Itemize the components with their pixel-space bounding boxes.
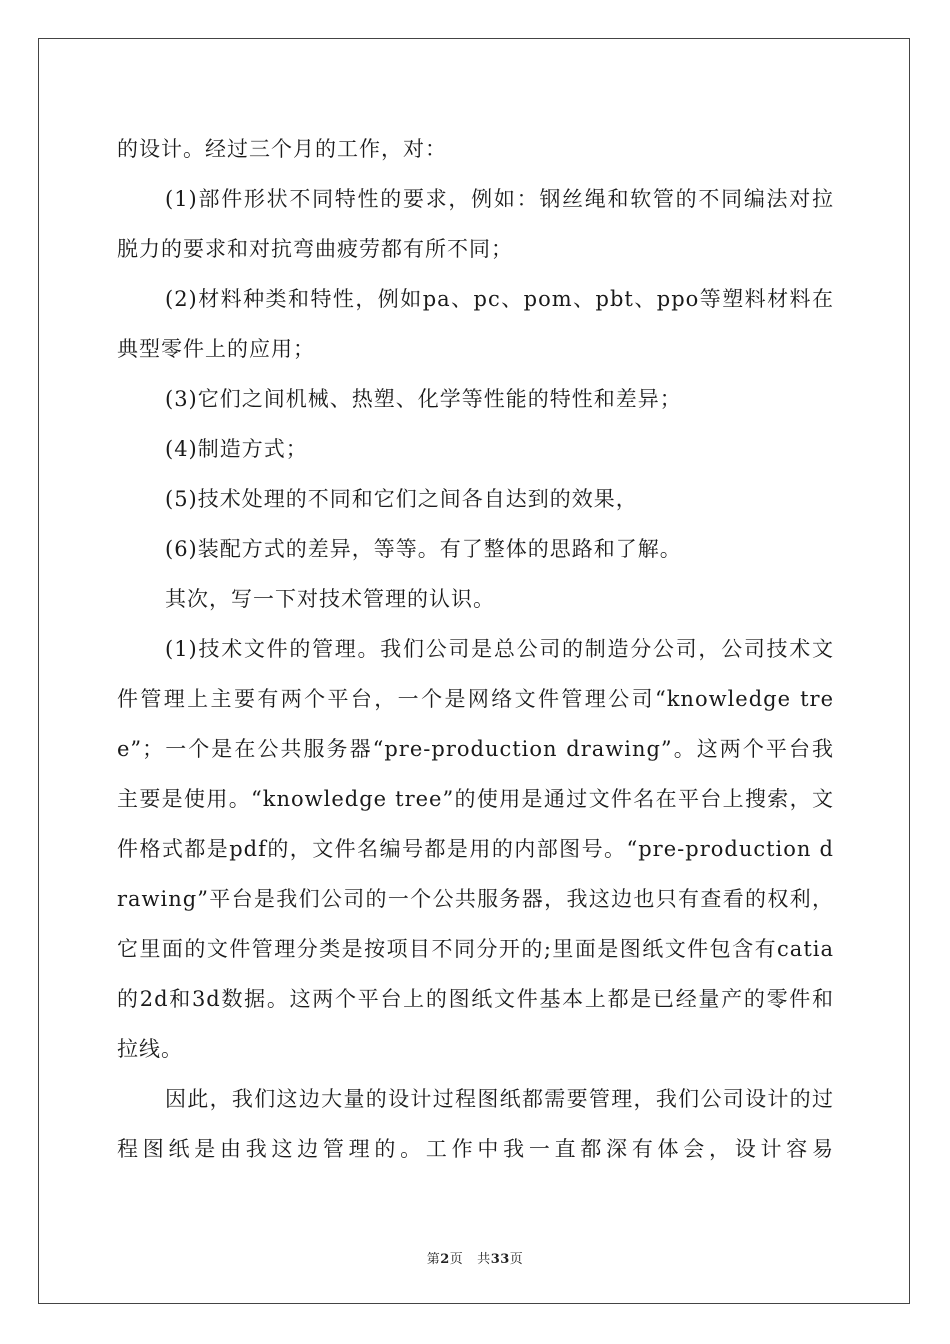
- paragraph: (6)装配方式的差异，等等。有了整体的思路和了解。: [165, 537, 682, 561]
- paragraph: 其次，写一下对技术管理的认识。: [165, 587, 495, 611]
- total-pages: 33: [490, 1252, 510, 1267]
- page-footer: [0, 1248, 950, 1267]
- paragraph: (3)它们之间机械、热塑、化学等性能的特性和差异；: [165, 387, 682, 411]
- paragraph: (2)材料种类和特性，例如pa、pc、pom、pbt、ppo等塑料材料在典型零件上的应用；: [117, 287, 834, 361]
- total-label-prefix: 共: [477, 1252, 491, 1267]
- page-label-suffix: 页: [449, 1252, 464, 1267]
- page-label-prefix: 第: [426, 1252, 441, 1267]
- paragraph: 因此，我们这边大量的设计过程图纸都需要管理，我们公司设计的过程图纸是由我这边管理的。工作中我一直都深有体会，设计容易: [117, 1087, 834, 1161]
- total-label-suffix: 页: [509, 1252, 524, 1267]
- page-number: 2: [440, 1252, 450, 1267]
- paragraph: (4)制造方式；: [165, 437, 308, 461]
- paragraph: (5)技术处理的不同和它们之间各自达到的效果，: [165, 487, 638, 511]
- paragraph: (1)部件形状不同特性的要求，例如：钢丝绳和软管的不同编法对拉脱力的要求和对抗弯曲疲劳都有所不同；: [117, 187, 834, 261]
- paragraph: 的设计。经过三个月的工作，对：: [117, 137, 447, 161]
- document-body: [117, 124, 834, 1174]
- paragraph: (1)技术文件的管理。我们公司是总公司的制造分公司，公司技术文件管理上主要有两个平台，一个是网络文件管理公司“knowledge tree”；一个是在公共服务器“pre-production drawing”。这两个平台我主要是使用。“knowledge tree”的使用是通过文件名在平台上搜索，文件格式都是pdf的，文件名编号都是用的内部图号。“pre-production drawing”平台是我们公司的一个公共服务器，我这边也只有查看的权利，它里面的文件管理分类是按项目不同分开的;里面是图纸文件包含有catia的2d和3d数据。这两个平台上的图纸文件基本上都是已经量产的零件和拉线。: [117, 637, 834, 1061]
